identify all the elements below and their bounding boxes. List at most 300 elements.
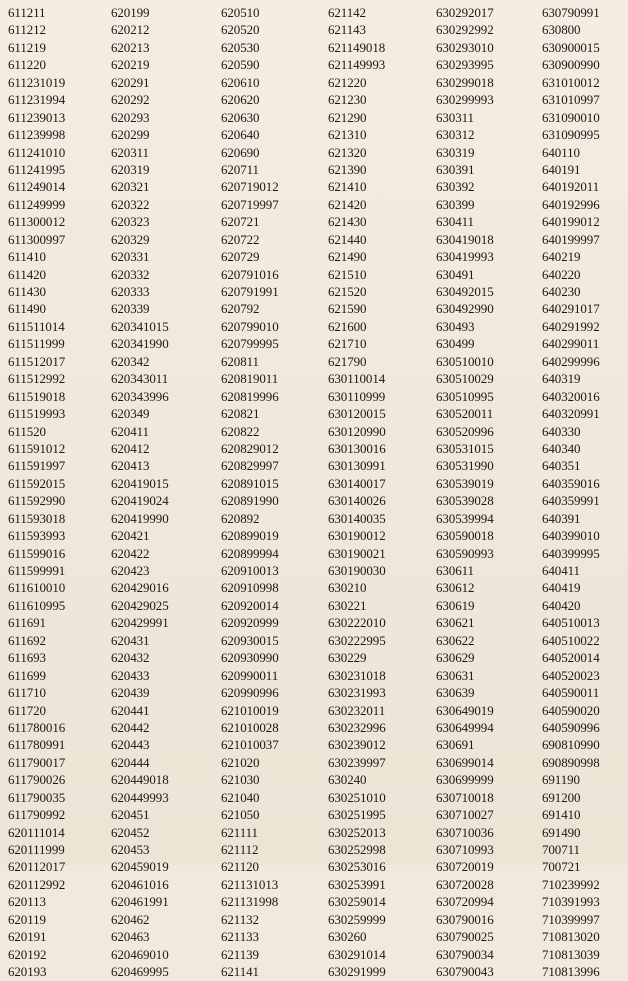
code-cell: 640420 <box>542 597 581 613</box>
code-cell: 621120 <box>221 859 259 875</box>
code-cell: 611593993 <box>8 528 66 544</box>
code-cell: 630130991 <box>328 458 386 474</box>
code-cell: 620930015 <box>221 632 279 648</box>
code-cell: 620461016 <box>111 876 169 892</box>
code-cell: 620192 <box>8 946 47 962</box>
code-cell: 640291017 <box>542 301 600 317</box>
code-cell: 611420 <box>8 266 46 282</box>
code-cell: 640590020 <box>542 702 600 718</box>
code-cell: 630140017 <box>328 475 386 491</box>
code-cell: 620721 <box>221 214 260 230</box>
code-cell: 640590011 <box>542 685 600 701</box>
code-cell: 621290 <box>328 109 367 125</box>
code-cell: 620429016 <box>111 580 169 596</box>
code-cell: 630251010 <box>328 789 386 805</box>
code-cell: 630493 <box>436 318 475 334</box>
code-cell: 611593018 <box>8 510 66 526</box>
code-cell: 621132 <box>221 911 259 927</box>
code-cell: 620212 <box>111 22 150 38</box>
code-cell: 630612 <box>436 580 475 596</box>
code-cell: 621430 <box>328 214 367 230</box>
code-cell: 690890998 <box>542 754 600 770</box>
code-cell: 621139 <box>221 946 259 962</box>
code-cell: 630691 <box>436 737 475 753</box>
code-cell: 621310 <box>328 127 367 143</box>
code-cell: 621220 <box>328 74 367 90</box>
code-cell: 620322 <box>111 196 150 212</box>
code-cell: 621390 <box>328 161 367 177</box>
code-cell: 630622 <box>436 632 475 648</box>
code-cell: 691200 <box>542 789 581 805</box>
code-cell: 620510 <box>221 5 260 20</box>
code-cell: 630240 <box>328 772 367 788</box>
code-cell: 611211 <box>8 5 46 20</box>
code-cell: 611710 <box>8 685 46 701</box>
code-cell: 621040 <box>221 789 260 805</box>
code-cell: 640510013 <box>542 615 600 631</box>
code-cell: 620199 <box>111 5 150 20</box>
code-column-1 <box>8 4 65 981</box>
code-cell: 630710036 <box>436 824 494 840</box>
code-cell: 630520011 <box>436 406 494 422</box>
code-cell: 620113 <box>8 894 46 910</box>
code-cell: 640199997 <box>542 231 600 247</box>
code-cell: 620429025 <box>111 597 169 613</box>
code-cell: 611592015 <box>8 475 66 491</box>
code-cell: 611591012 <box>8 440 66 456</box>
code-cell: 620433 <box>111 667 150 683</box>
code-cell: 620990996 <box>221 685 279 701</box>
code-cell: 611790026 <box>8 772 66 788</box>
code-cell: 630120015 <box>328 406 386 422</box>
code-cell: 640291992 <box>542 318 600 334</box>
code-cell: 620341990 <box>111 336 169 352</box>
code-cell: 630239012 <box>328 737 386 753</box>
code-cell: 611490 <box>8 301 46 317</box>
code-cell: 621020 <box>221 754 260 770</box>
code-cell: 620891990 <box>221 493 279 509</box>
code-cell: 630259014 <box>328 894 386 910</box>
code-cell: 630631 <box>436 667 475 683</box>
code-cell: 611599016 <box>8 545 66 561</box>
code-cell: 611241010 <box>8 144 66 160</box>
code-cell: 630222010 <box>328 615 386 631</box>
code-cell: 630231993 <box>328 685 386 701</box>
code-cell: 620799010 <box>221 318 279 334</box>
code-cell: 630140035 <box>328 510 386 526</box>
code-cell: 611512992 <box>8 371 66 387</box>
code-cell: 630419993 <box>436 249 494 265</box>
code-cell: 620442 <box>111 719 150 735</box>
code-cell: 640359991 <box>542 493 600 509</box>
code-cell: 611691 <box>8 615 46 631</box>
code-cell: 620412 <box>111 440 150 456</box>
code-cell: 630539028 <box>436 493 494 509</box>
code-cell: 630800 <box>542 22 581 38</box>
code-cell: 620630 <box>221 109 260 125</box>
code-cell: 630539019 <box>436 475 494 491</box>
code-cell: 620469010 <box>111 946 169 962</box>
code-cell: 621510 <box>328 266 367 282</box>
code-cell: 611231019 <box>8 74 66 90</box>
code-cell: 640191 <box>542 161 581 177</box>
code-cell: 611430 <box>8 284 46 299</box>
code-cell: 640510022 <box>542 632 600 648</box>
code-cell: 640520014 <box>542 650 600 666</box>
code-cell: 621010037 <box>221 737 279 753</box>
code-cell: 620111014 <box>8 824 65 840</box>
code-cell: 640319 <box>542 371 581 387</box>
code-cell: 620441 <box>111 702 150 718</box>
code-cell: 620791991 <box>221 284 279 299</box>
code-cell: 630293010 <box>436 39 494 55</box>
code-cell: 621111 <box>221 824 258 840</box>
code-cell: 611591997 <box>8 458 66 474</box>
code-cell: 630720028 <box>436 876 494 892</box>
code-cell: 620990011 <box>221 667 279 683</box>
code-cell: 640330 <box>542 423 581 439</box>
code-cell: 620339 <box>111 301 150 317</box>
code-cell: 620419990 <box>111 510 169 526</box>
code-cell: 630621 <box>436 615 475 631</box>
code-cell: 611520 <box>8 423 46 439</box>
code-cell: 621440 <box>328 231 367 247</box>
code-cell: 630491 <box>436 266 475 282</box>
code-cell: 620799995 <box>221 336 279 352</box>
code-cell: 621149993 <box>328 57 386 73</box>
code-cell: 691490 <box>542 824 581 840</box>
code-cell: 630720994 <box>436 894 494 910</box>
code-cell: 611692 <box>8 632 46 648</box>
code-cell: 630232996 <box>328 719 386 735</box>
code-cell: 620892 <box>221 510 260 526</box>
code-cell: 630299018 <box>436 74 494 90</box>
code-cell: 620419015 <box>111 475 169 491</box>
code-cell: 620343011 <box>111 371 169 387</box>
code-cell: 630710027 <box>436 807 494 823</box>
code-cell: 621420 <box>328 196 367 212</box>
code-cell: 640220 <box>542 266 581 282</box>
code-cell: 630392 <box>436 179 475 195</box>
code-cell: 620520 <box>221 22 260 38</box>
code-cell: 710239992 <box>542 876 600 892</box>
code-cell: 630291999 <box>328 964 386 980</box>
code-column-2 <box>111 4 169 981</box>
code-cell: 691190 <box>542 772 580 788</box>
code-cell: 620219 <box>111 57 150 73</box>
code-cell: 620899994 <box>221 545 279 561</box>
code-cell: 630790991 <box>542 5 600 20</box>
code-cell: 640299996 <box>542 353 600 369</box>
code-cell: 700721 <box>542 859 581 875</box>
code-cell: 620719997 <box>221 196 279 212</box>
code-cell: 620453 <box>111 842 150 857</box>
code-cell: 630232011 <box>328 702 386 718</box>
code-cell: 630312 <box>436 127 475 143</box>
code-cell: 611300012 <box>8 214 66 230</box>
code-cell: 630239997 <box>328 754 386 770</box>
code-column-3 <box>221 4 279 981</box>
code-cell: 630790025 <box>436 929 494 945</box>
code-cell: 620822 <box>221 423 260 439</box>
code-cell: 640520023 <box>542 667 600 683</box>
code-cell: 631010012 <box>542 74 600 90</box>
code-cell: 611790035 <box>8 789 66 805</box>
code-cell: 611610010 <box>8 580 66 596</box>
code-cell: 611249999 <box>8 196 66 212</box>
code-cell: 630611 <box>436 563 474 578</box>
code-cell: 621320 <box>328 144 367 160</box>
code-cell: 611720 <box>8 702 46 718</box>
code-cell: 621600 <box>328 318 367 334</box>
code-cell: 700711 <box>542 842 580 857</box>
code-cell: 630190021 <box>328 545 386 561</box>
code-cell: 621133 <box>221 929 259 945</box>
code-cell: 620819996 <box>221 388 279 404</box>
code-cell: 620291 <box>111 74 150 90</box>
code-cell: 611512017 <box>8 353 66 369</box>
code-cell: 630110999 <box>328 388 386 404</box>
code-cell: 640110 <box>542 144 580 160</box>
code-cell: 620530 <box>221 39 260 55</box>
code-column-5 <box>436 4 494 981</box>
code-cell: 620452 <box>111 824 150 840</box>
code-cell: 620419024 <box>111 493 169 509</box>
code-cell: 630291014 <box>328 946 386 962</box>
code-cell: 710399997 <box>542 911 600 927</box>
code-cell: 630590018 <box>436 528 494 544</box>
code-cell: 611249014 <box>8 179 66 195</box>
code-cell: 690810990 <box>542 737 600 753</box>
code-cell: 620829997 <box>221 458 279 474</box>
code-cell: 621131998 <box>221 894 279 910</box>
code-cell: 620111999 <box>8 842 65 857</box>
code-cell: 621143 <box>328 22 366 38</box>
code-cell: 611212 <box>8 22 46 38</box>
code-cell: 620349 <box>111 406 150 422</box>
code-cell: 630510995 <box>436 388 494 404</box>
code-cell: 630253991 <box>328 876 386 892</box>
code-cell: 621230 <box>328 92 367 108</box>
code-cell: 611239998 <box>8 127 66 143</box>
code-cell: 621131013 <box>221 876 279 892</box>
code-cell: 621030 <box>221 772 260 788</box>
code-cell: 620899019 <box>221 528 279 544</box>
code-cell: 630252998 <box>328 842 386 857</box>
code-cell: 630319 <box>436 144 475 160</box>
code-cell: 620332 <box>111 266 150 282</box>
code-cell: 620423 <box>111 563 150 578</box>
code-cell: 630253016 <box>328 859 386 875</box>
code-cell: 620112992 <box>8 876 66 892</box>
code-cell: 630510029 <box>436 371 494 387</box>
code-cell: 620469995 <box>111 964 169 980</box>
code-cell: 620321 <box>111 179 150 195</box>
code-cell: 620343996 <box>111 388 169 404</box>
code-cell: 640192011 <box>542 179 600 195</box>
code-cell: 620620 <box>221 92 260 108</box>
code-cell: 630140026 <box>328 493 386 509</box>
code-cell: 620722 <box>221 231 260 247</box>
code-cell: 630130016 <box>328 440 386 456</box>
code-cell: 640419 <box>542 580 581 596</box>
code-cell: 611610995 <box>8 597 66 613</box>
code-cell: 621520 <box>328 284 367 299</box>
code-cell: 630190030 <box>328 563 386 578</box>
code-cell: 630492990 <box>436 301 494 317</box>
code-cell: 620829012 <box>221 440 279 456</box>
code-cell: 620119 <box>8 911 46 927</box>
code-cell: 620719012 <box>221 179 279 195</box>
code-cell: 640230 <box>542 284 581 299</box>
code-cell: 631010997 <box>542 92 600 108</box>
code-cell: 620461991 <box>111 894 169 910</box>
code-cell: 620791016 <box>221 266 279 282</box>
code-cell: 620431 <box>111 632 150 648</box>
code-cell: 630790016 <box>436 911 494 927</box>
code-cell: 611780016 <box>8 719 66 735</box>
code-cell: 630720019 <box>436 859 494 875</box>
code-cell: 630260 <box>328 929 367 945</box>
code-cell: 630292017 <box>436 5 494 20</box>
code-cell: 640219 <box>542 249 581 265</box>
code-cell: 630590993 <box>436 545 494 561</box>
code-cell: 710813039 <box>542 946 600 962</box>
code-cell: 611220 <box>8 57 46 73</box>
code-cell: 640590996 <box>542 719 600 735</box>
code-cell: 611231994 <box>8 92 66 108</box>
code-cell: 621141 <box>221 964 259 980</box>
code-cell: 611241995 <box>8 161 66 177</box>
code-cell: 620213 <box>111 39 150 55</box>
code-cell: 630110014 <box>328 371 386 387</box>
code-cell: 620729 <box>221 249 260 265</box>
code-cell: 630790034 <box>436 946 494 962</box>
code-cell: 630699014 <box>436 754 494 770</box>
code-cell: 611219 <box>8 39 46 55</box>
code-cell: 640320991 <box>542 406 600 422</box>
code-cell: 611519993 <box>8 406 66 422</box>
code-cell: 611511999 <box>8 336 65 352</box>
code-cell: 630259999 <box>328 911 386 927</box>
code-cell: 630619 <box>436 597 475 613</box>
code-cell: 630311 <box>436 109 474 125</box>
code-cell: 620421 <box>111 528 150 544</box>
code-cell: 620819011 <box>221 371 279 387</box>
code-cell: 611511014 <box>8 318 65 334</box>
code-cell: 620811 <box>221 353 259 369</box>
code-cell: 621149018 <box>328 39 386 55</box>
code-cell: 621490 <box>328 249 367 265</box>
code-cell: 621112 <box>221 842 259 857</box>
code-cell: 611519018 <box>8 388 66 404</box>
code-cell: 611239013 <box>8 109 66 125</box>
code-cell: 640299011 <box>542 336 600 352</box>
code-cell: 630221 <box>328 597 367 613</box>
code-cell: 611699 <box>8 667 46 683</box>
code-cell: 630231018 <box>328 667 386 683</box>
code-cell: 630510010 <box>436 353 494 369</box>
code-cell: 611410 <box>8 249 46 265</box>
code-cell: 620449018 <box>111 772 169 788</box>
code-cell: 630520996 <box>436 423 494 439</box>
code-cell: 630419018 <box>436 231 494 247</box>
code-cell: 631090010 <box>542 109 600 125</box>
code-cell: 621710 <box>328 336 367 352</box>
code-cell: 640199012 <box>542 214 600 230</box>
code-cell: 630252013 <box>328 824 386 840</box>
code-cell: 620920999 <box>221 615 279 631</box>
code-cell: 620422 <box>111 545 150 561</box>
code-cell: 620429991 <box>111 615 169 631</box>
code-cell: 630629 <box>436 650 475 666</box>
code-cell: 620792 <box>221 301 260 317</box>
code-cell: 611592990 <box>8 493 66 509</box>
code-cell: 621790 <box>328 353 367 369</box>
code-cell: 630649019 <box>436 702 494 718</box>
code-cell: 620463 <box>111 929 150 945</box>
code-cell: 620459019 <box>111 859 169 875</box>
code-cell: 630229 <box>328 650 367 666</box>
code-cell: 621010028 <box>221 719 279 735</box>
code-cell: 620299 <box>111 127 150 143</box>
code-cell: 640320016 <box>542 388 600 404</box>
code-cell: 630710018 <box>436 789 494 805</box>
code-cell: 630499 <box>436 336 475 352</box>
code-cell: 621010019 <box>221 702 279 718</box>
code-cell: 630120990 <box>328 423 386 439</box>
code-cell: 620432 <box>111 650 150 666</box>
code-cell: 630531015 <box>436 440 494 456</box>
code-cell: 710391993 <box>542 894 600 910</box>
code-cell: 620331 <box>111 249 150 265</box>
code-cell: 620342 <box>111 353 150 369</box>
code-cell: 620443 <box>111 737 150 753</box>
code-cell: 620319 <box>111 161 150 177</box>
code-cell: 630251995 <box>328 807 386 823</box>
code-cell: 630699999 <box>436 772 494 788</box>
code-cell: 640359016 <box>542 475 600 491</box>
code-cell: 611780991 <box>8 737 66 753</box>
code-cell: 640399010 <box>542 528 600 544</box>
code-cell: 620439 <box>111 685 150 701</box>
code-cell: 691410 <box>542 807 581 823</box>
code-cell: 620462 <box>111 911 150 927</box>
code-cell: 630492015 <box>436 284 494 299</box>
code-cell: 620329 <box>111 231 150 247</box>
code-cell: 620590 <box>221 57 260 73</box>
code-cell: 630190012 <box>328 528 386 544</box>
code-cell: 620191 <box>8 929 47 945</box>
code-cell: 611790992 <box>8 807 66 823</box>
code-cell: 630210 <box>328 580 367 596</box>
code-cell: 631090995 <box>542 127 600 143</box>
code-cell: 640351 <box>542 458 581 474</box>
code-cell: 630900990 <box>542 57 600 73</box>
code-cell: 640340 <box>542 440 581 456</box>
code-cell: 630222995 <box>328 632 386 648</box>
code-cell: 630292992 <box>436 22 494 38</box>
code-cell: 620821 <box>221 406 260 422</box>
code-cell: 620449993 <box>111 789 169 805</box>
code-cell: 620193 <box>8 964 47 980</box>
code-cell: 620690 <box>221 144 260 160</box>
code-cell: 710813020 <box>542 929 600 945</box>
code-column-6 <box>542 4 600 981</box>
code-cell: 630411 <box>436 214 474 230</box>
code-cell: 620910998 <box>221 580 279 596</box>
code-cell: 630293995 <box>436 57 494 73</box>
